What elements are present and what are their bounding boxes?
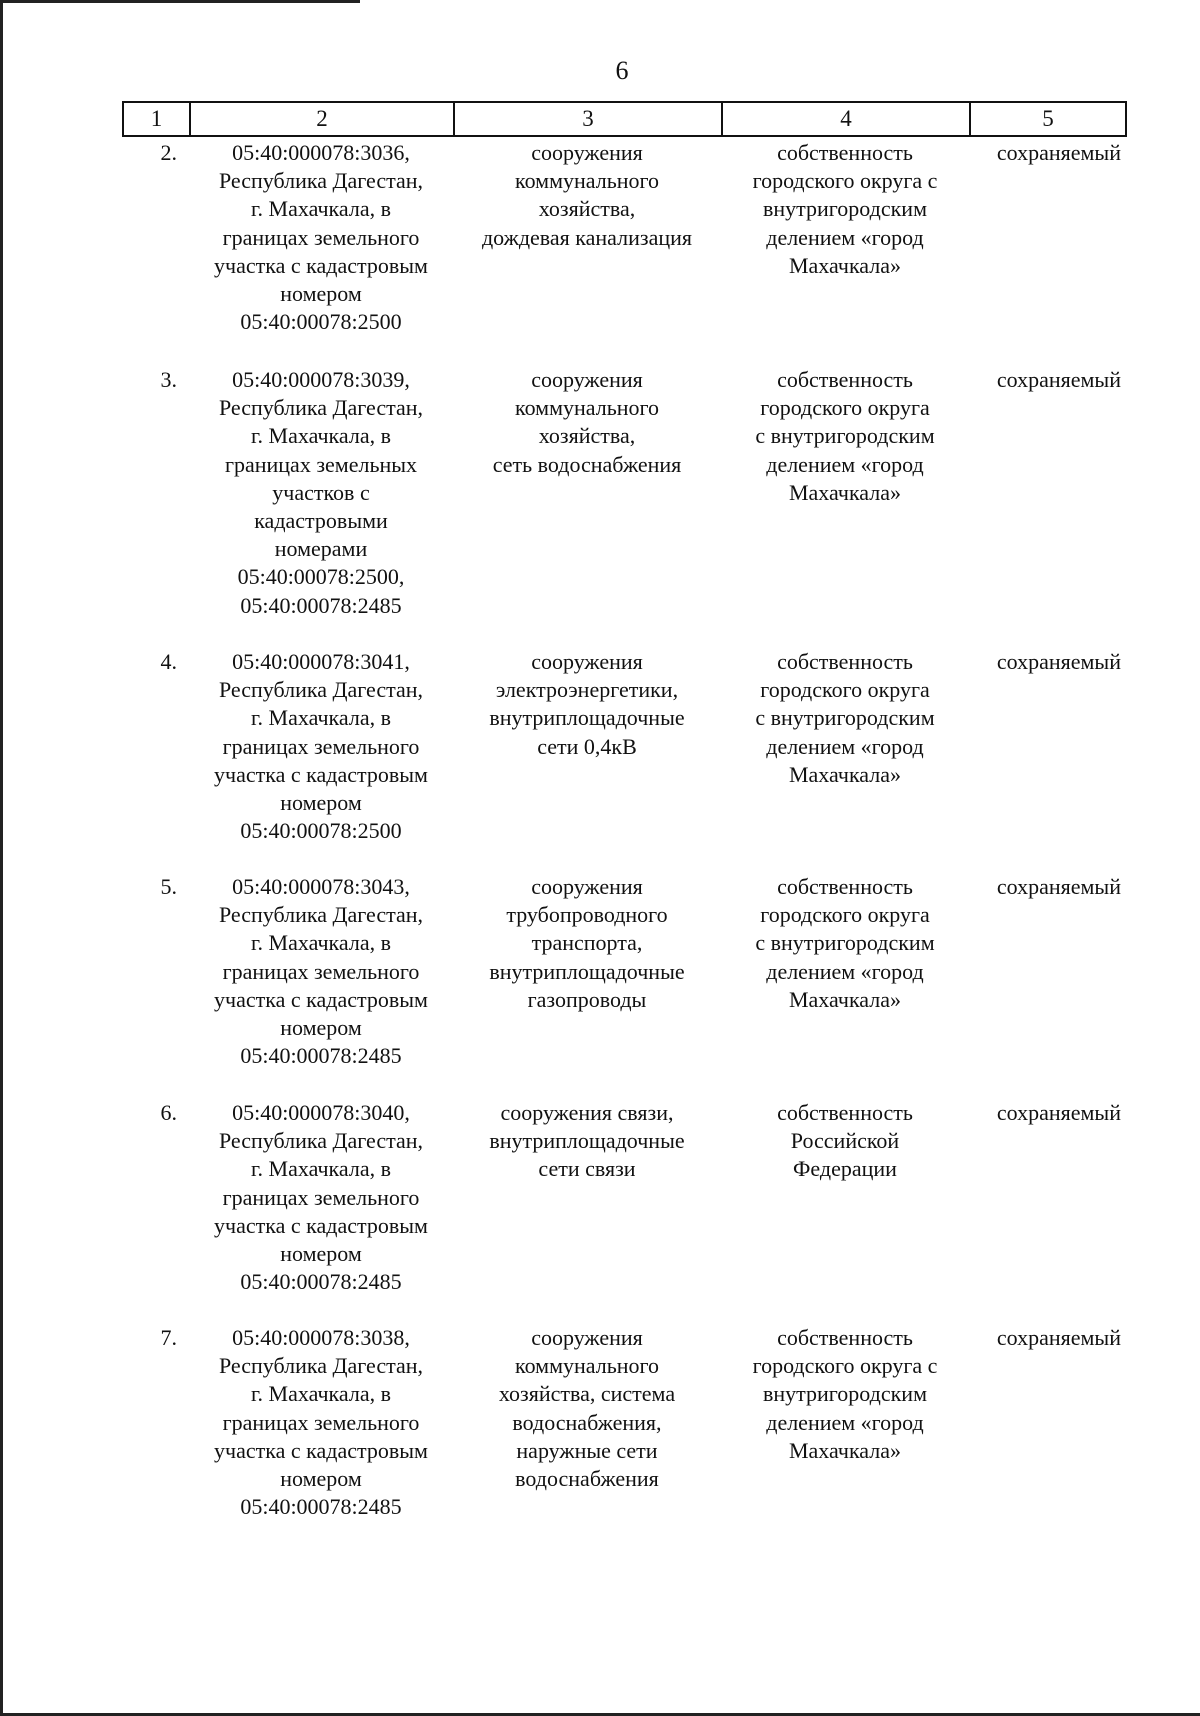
status: сохраняемый [996, 1100, 1121, 1125]
column-header-1: 1 [124, 103, 191, 135]
object-type: сооружения коммунального хозяйства, дождевая канализация [481, 140, 692, 250]
column-header-4: 4 [723, 103, 971, 135]
object-type: сооружения трубопроводного транспорта, внутриплощадочные газопроводы [489, 874, 685, 1012]
object-location: 05:40:000078:3038, Республика Дагестан, г. Махачкала, в границах земельного участка с кадастровым номером 05:40:00078:2485 [214, 1325, 428, 1520]
row-number: 7. [160, 1325, 177, 1350]
table-row [122, 873, 1127, 1070]
row-number: 6. [160, 1100, 177, 1125]
table-row [122, 648, 1127, 845]
table-row [122, 366, 1127, 620]
row-number: 5. [160, 874, 177, 899]
ownership: собственность Российской Федерации [777, 1100, 913, 1182]
ownership: собственность городского округа с внутригородским делением «город Махачкала» [755, 367, 935, 505]
table-row [122, 139, 1127, 336]
status: сохраняемый [996, 367, 1121, 392]
ownership: собственность городского округа с внутригородским делением «город Махачкала» [752, 140, 938, 278]
object-type: сооружения коммунального хозяйства, сеть водоснабжения [492, 367, 682, 477]
status: сохраняемый [996, 140, 1121, 165]
scan-edge-top [0, 0, 360, 3]
table-row [122, 1324, 1127, 1521]
scan-edge-left [0, 0, 3, 1716]
object-location: 05:40:000078:3036, Республика Дагестан, г. Махачкала, в границах земельного участка с кадастровым номером 05:40:00078:2500 [214, 140, 428, 335]
object-type: сооружения электроэнергетики, внутриплощадочные сети 0,4кВ [489, 649, 685, 759]
status: сохраняемый [996, 874, 1121, 899]
table-header [122, 101, 1127, 137]
object-type: сооружения связи, внутриплощадочные сети связи [489, 1100, 685, 1182]
object-type: сооружения коммунального хозяйства, система водоснабжения, наружные сети водоснабжения [498, 1325, 676, 1492]
table-row [122, 1099, 1127, 1296]
object-location: 05:40:000078:3041, Республика Дагестан, г. Махачкала, в границах земельного участка с кадастровым номером 05:40:00078:2500 [214, 649, 428, 844]
ownership: собственность городского округа с внутригородским делением «город Махачкала» [755, 649, 935, 787]
status: сохраняемый [996, 1325, 1121, 1350]
column-header-5: 5 [1042, 106, 1054, 131]
object-location: 05:40:000078:3043, Республика Дагестан, г. Махачкала, в границах земельного участка с кадастровым номером 05:40:00078:2485 [214, 874, 428, 1069]
column-header-3: 3 [455, 103, 723, 135]
ownership: собственность городского округа с внутригородским делением «город Махачкала» [752, 1325, 938, 1463]
row-number: 3. [160, 367, 177, 392]
status: сохраняемый [996, 649, 1121, 674]
row-number: 4. [160, 649, 177, 674]
object-location: 05:40:000078:3039, Республика Дагестан, г. Махачкала, в границах земельных участков с кадастровыми номерами 05:40:00078:2500, 05:40:00078:2485 [218, 367, 424, 618]
row-number: 2. [160, 140, 177, 165]
object-location: 05:40:000078:3040, Республика Дагестан, г. Махачкала, в границах земельного участка с кадастровым номером 05:40:00078:2485 [214, 1100, 428, 1295]
page-number: 6 [615, 56, 629, 85]
column-header-2: 2 [191, 103, 455, 135]
ownership: собственность городского округа с внутригородским делением «город Махачкала» [755, 874, 935, 1012]
